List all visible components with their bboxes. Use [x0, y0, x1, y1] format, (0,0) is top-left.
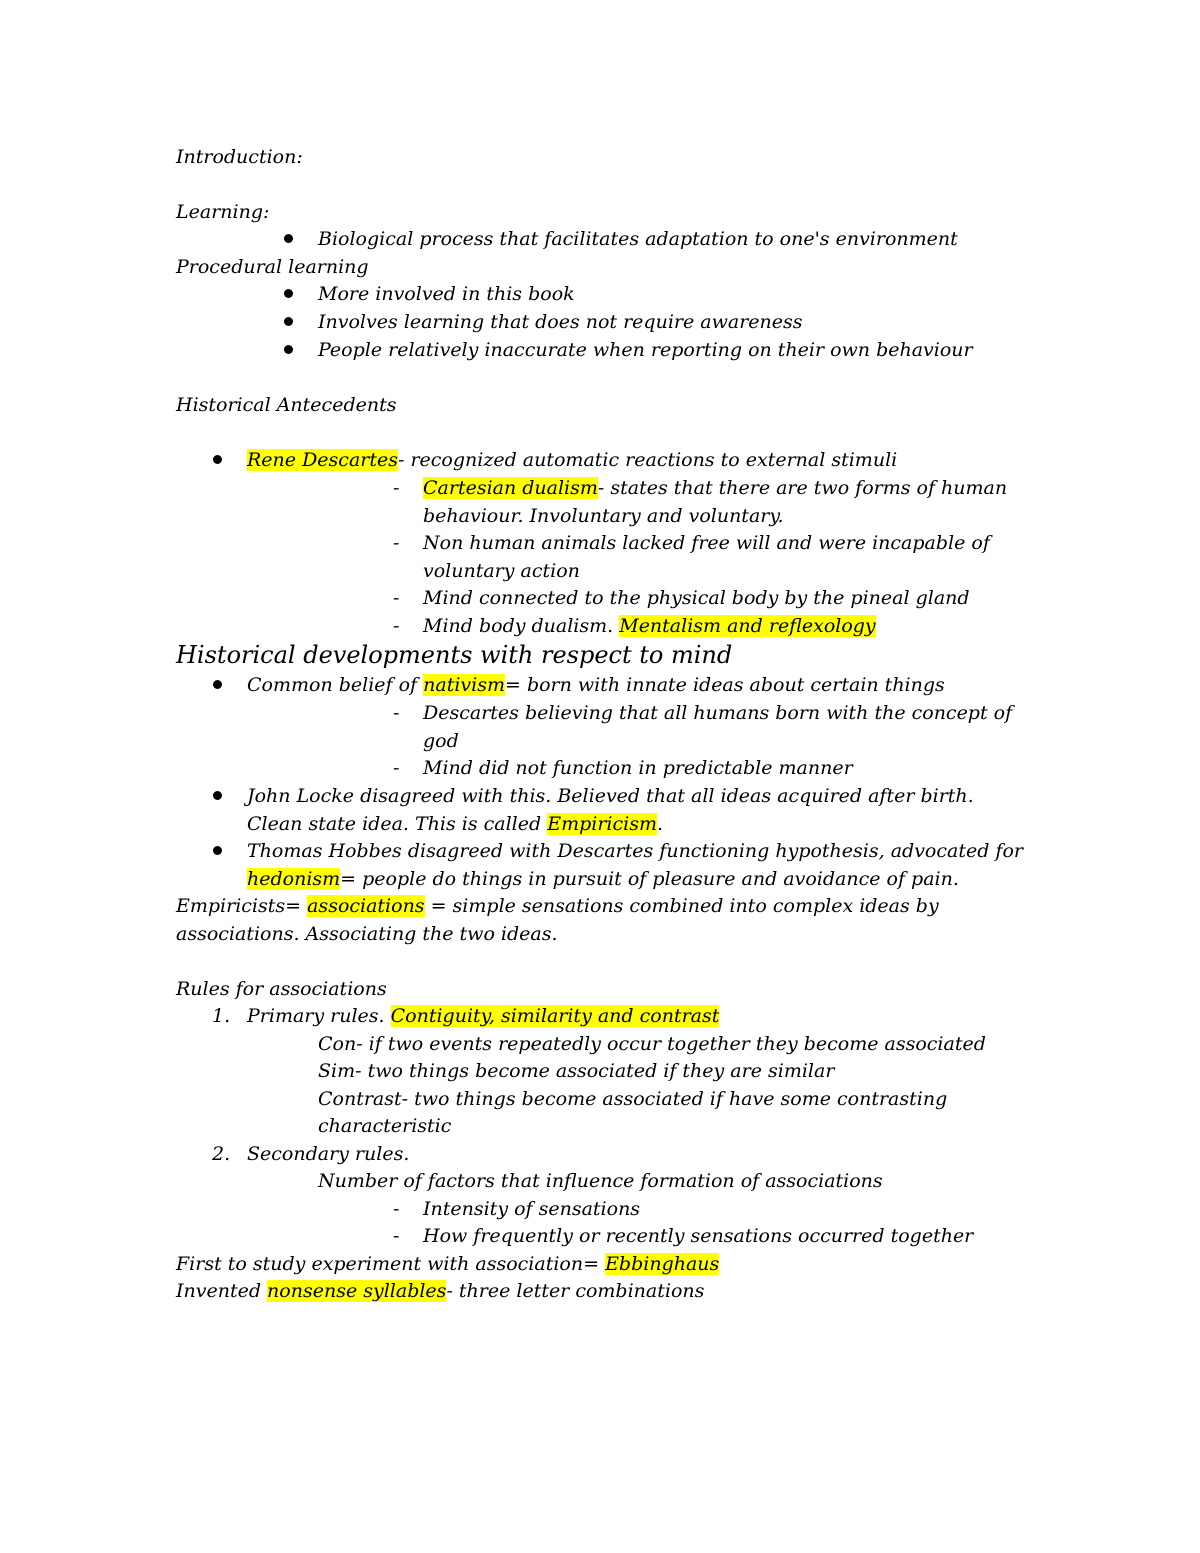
dualism-item [423, 476, 1007, 500]
ebbinghaus-line [176, 1252, 719, 1276]
highlight-hedonism: hedonism [247, 868, 341, 890]
locke-line-2 [247, 812, 663, 836]
secondary-rules-label: Secondary rules. [247, 1143, 410, 1165]
contrast-rule-2: characteristic [318, 1115, 452, 1137]
rule-number-2: 2. [212, 1143, 231, 1165]
procedural-bullet-3: People relatively inaccurate when reporting on their own behaviour [318, 339, 973, 361]
empiricists-rest: = simple sensations combined into complex ideas by [424, 895, 939, 917]
antecedents-heading: Historical Antecedents [176, 394, 397, 416]
learning-heading: Learning: [176, 201, 270, 223]
highlight-contiguity: Contiguity, similarity and contrast [390, 1005, 720, 1027]
empiricists-line-2: associations. Associating the two ideas. [176, 923, 558, 945]
highlight-mentalism: Mentalism and reflexology [619, 615, 876, 637]
bullet-icon [284, 289, 293, 298]
procedural-heading: Procedural learning [176, 256, 369, 278]
hobbes-rest: = people do things in pursuit of pleasure and avoidance of pain. [340, 868, 959, 890]
dualism-continuation: behaviour. Involuntary and voluntary. [423, 505, 784, 527]
highlight-empiricism: Empiricism [547, 813, 657, 835]
nativism-pre: Common belief of [247, 674, 424, 696]
bullet-icon [284, 345, 293, 354]
dash-marker: - [393, 587, 400, 609]
empiricists-line-1 [176, 894, 939, 918]
con-rule: Con- if two events repeatedly occur together they become associated [318, 1033, 986, 1055]
intro-title: Introduction: [176, 146, 303, 168]
frequency-item: How frequently or recently sensations occurred together [423, 1225, 974, 1247]
god-line-2: god [423, 730, 459, 752]
bullet-icon [213, 846, 222, 855]
learning-bullet-1: Biological process that facilitates adaptation to one's environment [318, 228, 958, 250]
god-line-1: Descartes believing that all humans born with the concept of [423, 702, 1013, 724]
locke-pre: Clean state idea. This is called [247, 813, 548, 835]
highlight-nativism: nativism [423, 674, 505, 696]
ebbinghaus-pre: First to study experiment with association= [176, 1253, 606, 1275]
dash-marker: - [393, 477, 400, 499]
empiricists-pre: Empiricists= [176, 895, 308, 917]
developments-heading: Historical developments with respect to mind [176, 641, 733, 669]
intensity-item: Intensity of sensations [423, 1198, 641, 1220]
pineal-item: Mind connected to the physical body by the pineal gland [423, 587, 970, 609]
invented-pre: Invented [176, 1280, 268, 1302]
highlight-nonsense-syllables: nonsense syllables [267, 1280, 447, 1302]
invented-line [176, 1279, 704, 1303]
locke-line-1: John Locke disagreed with this. Believed that all ideas acquired after birth. [247, 785, 974, 807]
highlight-associations: associations [307, 895, 425, 917]
dash-marker: - [393, 757, 400, 779]
dualism-text: - states that there are two forms of human [597, 477, 1008, 499]
primary-rules-item [247, 1004, 719, 1028]
descartes-item [247, 448, 897, 472]
bullet-icon [284, 234, 293, 243]
procedural-bullet-2: Involves learning that does not require awareness [318, 311, 803, 333]
dash-marker: - [393, 702, 400, 724]
procedural-bullet-1: More involved in this book [318, 283, 575, 305]
sim-rule: Sim- two things become associated if they are similar [318, 1060, 835, 1082]
nonhuman-line-2: voluntary action [423, 560, 580, 582]
mindbody-text: Mind body dualism. [423, 615, 620, 637]
invented-rest: - three letter combinations [446, 1280, 705, 1302]
highlight-cartesian-dualism: Cartesian dualism [423, 477, 598, 499]
rules-heading: Rules for associations [176, 978, 387, 1000]
highlight-ebbinghaus: Ebbinghaus [605, 1253, 720, 1275]
dash-marker: - [393, 532, 400, 554]
bullet-icon [213, 791, 222, 800]
descartes-text: - recognized automatic reactions to external stimuli [397, 449, 898, 471]
dash-marker: - [393, 615, 400, 637]
contrast-rule-1: Contrast- two things become associated if have some contrasting [318, 1088, 948, 1110]
mindbody-item [423, 614, 876, 638]
nativism-rest: = born with innate ideas about certain things [504, 674, 945, 696]
bullet-icon [284, 317, 293, 326]
bullet-icon [213, 680, 222, 689]
primary-pre: Primary rules. [247, 1005, 391, 1027]
locke-post: . [656, 813, 664, 835]
dash-marker: - [393, 1198, 400, 1220]
dash-marker: - [393, 1225, 400, 1247]
factors-line: Number of factors that influence formation of associations [318, 1170, 883, 1192]
hobbes-line-1: Thomas Hobbes disagreed with Descartes functioning hypothesis, advocated for [247, 840, 1023, 862]
nativism-item [247, 673, 945, 697]
nonhuman-line-1: Non human animals lacked free will and were incapable of [423, 532, 990, 554]
rule-number-1: 1. [212, 1005, 231, 1027]
bullet-icon [213, 455, 222, 464]
highlight-rene-descartes: Rene Descartes [247, 449, 398, 471]
hobbes-line-2 [247, 867, 959, 891]
predictable-item: Mind did not function in predictable manner [423, 757, 853, 779]
